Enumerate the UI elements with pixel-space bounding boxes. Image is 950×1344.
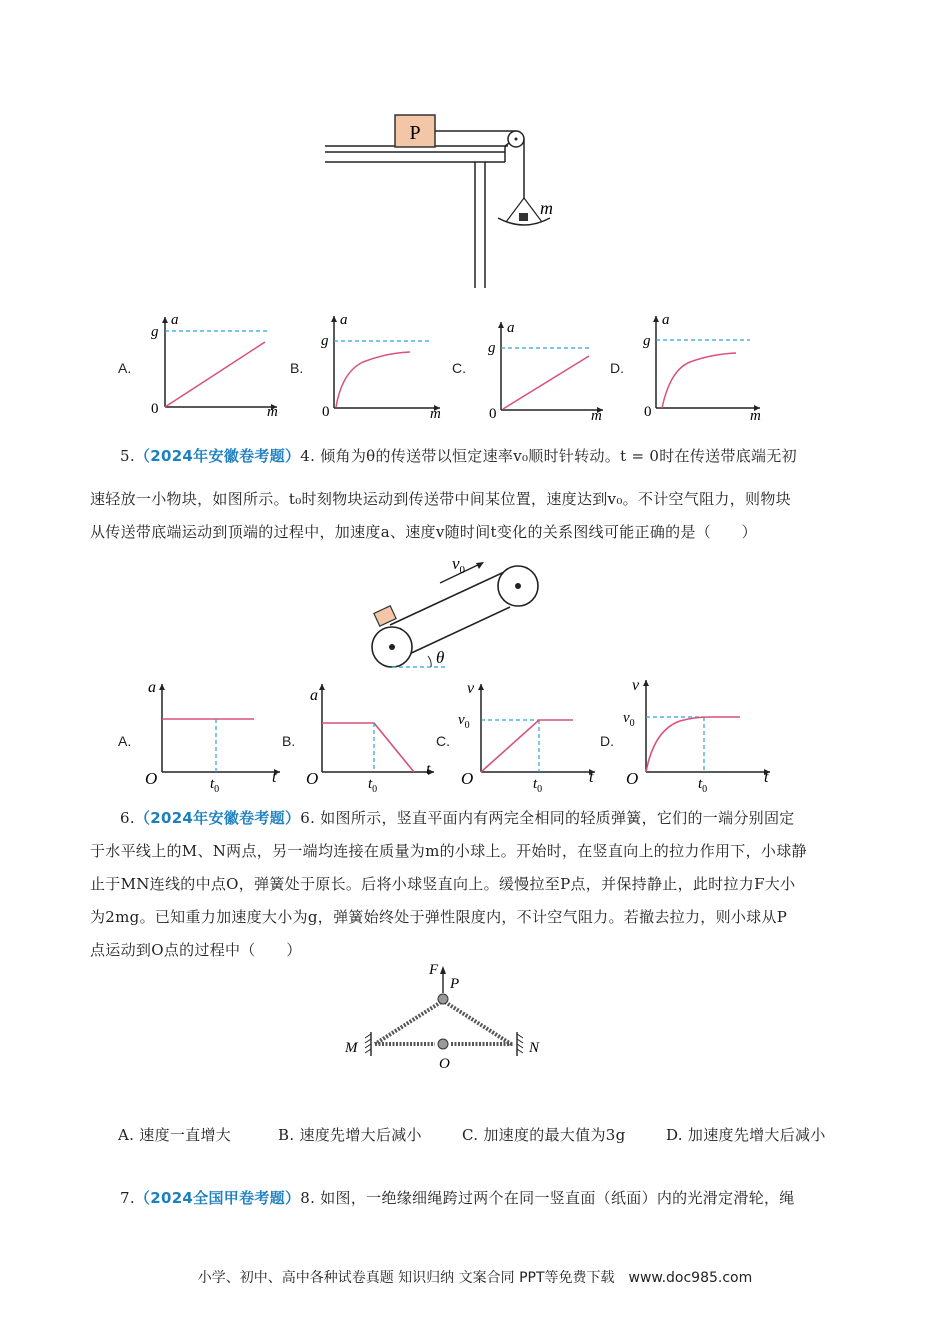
q5-c-x-label: t [589,769,594,786]
belt-v0: $v_0$ [452,555,466,576]
q5-a-y-label: a [148,679,156,696]
q5-graph-b [302,678,442,798]
q6-line-4: 为2mg。已知重力加速度大小为g，弹簧始终处于弹性限度内，不计空气阻力。若撤去拉力，则小球从P [90,908,788,926]
q4-graph-b [318,312,448,422]
q5-b-y-label: a [310,687,318,704]
q5-graph-d [620,672,780,798]
q4-option-b-letter: B. [290,360,304,376]
q4-graph-d [640,312,768,424]
q5-c-y-label: v [467,680,475,697]
q5-c-origin: O [461,769,474,788]
q4-b-g-label: g [321,333,329,349]
q4-b-x-label: m [430,406,441,422]
label-f: F [429,962,439,978]
q7-text [118,1182,858,1215]
q5-c-t0: $t_0$ [533,776,543,795]
q5-d-t0: $t_0$ [698,776,708,795]
q6-option-a[interactable]: A. 速度一直增大 [118,1126,232,1144]
belt-theta: θ [436,648,445,667]
q5-b-origin: O [306,769,319,788]
q6-line-5: 点运动到O点的过程中（ ） [90,941,302,959]
q6-text [90,802,858,967]
q5-option-d-letter: D. [600,733,614,749]
q6-option-b[interactable]: B. 速度先增大后减小 [278,1126,422,1144]
q5-option-a-letter: A. [118,733,132,749]
q5-d-y-label: v [632,677,640,694]
q7-line-1: 7.（2024全国甲卷考题）8. 如图，一绝缘细绳跨过两个在同一竖直面（纸面）内的光滑定滑轮，绳 [120,1189,795,1207]
q5-d-x-label: t [764,769,769,786]
q4-d-x-label: m [750,408,761,424]
q4-option-c-letter: C. [452,360,466,376]
q4-c-x-label: m [591,408,602,424]
q4-option-d-letter: D. [610,360,624,376]
q4-a-x-label: m [267,404,278,418]
q6-source: （2024年安徽卷考题） [134,809,301,827]
q5-c-v0: $v_0$ [458,712,470,731]
label-p: P [450,976,460,992]
q5-a-t0: $t_0$ [210,776,220,795]
q4-a-g-label: g [151,324,159,340]
q5-line-1: 5.（2024年安徽卷考题）4. 倾角为θ的传送带以恒定速率v₀顺时针转动。t = 0时在传送带底端无初 [120,447,797,465]
q4-c-g-label: g [488,340,496,356]
label-o: O [439,1056,450,1072]
q5-a-origin: O [145,769,158,788]
q5-source: （2024年安徽卷考题） [134,447,301,465]
page-footer: 小学、初中、高中各种试卷真题 知识归纳 文案合同 PPT等免费下载 www.doc985.com [197,1270,753,1286]
label-n: N [529,1040,540,1056]
spring-figure [335,958,565,1074]
q6-option-d[interactable]: D. 加速度先增大后减小 [666,1126,826,1144]
q4-d-g-label: g [643,333,651,349]
q5-b-t0: $t_0$ [368,776,378,795]
q4-d-y-label: a [662,312,670,328]
q5-text [90,440,858,549]
q5-line-3: 从传送带底端运动到顶端的过程中，加速度a、速度v随时间t变化的关系图线可能正确的是（ ） [90,523,757,541]
q6-line-2: 于水平线上的M、N两点，另一端均连接在质量为m的小球上。开始时，在竖直向上的拉力作用下，小球静 [90,842,807,860]
conveyor-belt-figure [360,555,560,675]
q4-b-origin: 0 [322,404,330,420]
q5-d-v0: $v_0$ [623,710,635,729]
q4-a-origin: 0 [151,401,159,417]
q4-c-y-label: a [507,320,515,336]
mass-label: m [540,198,553,218]
q6-line-1: 6.（2024年安徽卷考题）6. 如图所示，竖直平面内有两完全相同的轻质弹簧，它们的一端分别固定 [120,809,795,827]
q5-graph-c [455,678,605,798]
q5-b-x-label: t [426,761,431,778]
block-p-label: P [409,122,421,144]
q4-d-origin: 0 [644,404,652,420]
ball-p [438,994,448,1004]
q5-line-2: 速轻放一小物块，如图所示。t₀时刻物块运动到传送带中间某位置，速度达到v₀。不计空气阻力，则物块 [90,490,791,508]
q4-graph-c [485,318,610,424]
q5-graph-a [140,678,290,798]
q4-option-a-letter: A. [118,360,132,376]
q4-c-origin: 0 [489,406,497,422]
q5-d-origin: O [626,769,639,788]
q6-option-c[interactable]: C. 加速度的最大值为3g [462,1126,626,1144]
table-pulley-figure [320,110,580,295]
q4-b-y-label: a [340,312,348,328]
label-m: M [345,1040,358,1056]
q7-source: （2024全国甲卷考题） [134,1189,301,1207]
q4-graph-a [145,312,285,418]
q5-a-x-label: t [272,769,277,786]
q6-line-3: 止于MN连线的中点O，弹簧处于原长。后将小球竖直向上。缓慢拉至P点，并保持静止，此时拉力F大小 [90,875,796,893]
q4-a-y-label: a [171,312,179,328]
q5-option-b-letter: B. [282,733,296,749]
ball-o [438,1039,448,1049]
q5-option-c-letter: C. [436,733,450,749]
